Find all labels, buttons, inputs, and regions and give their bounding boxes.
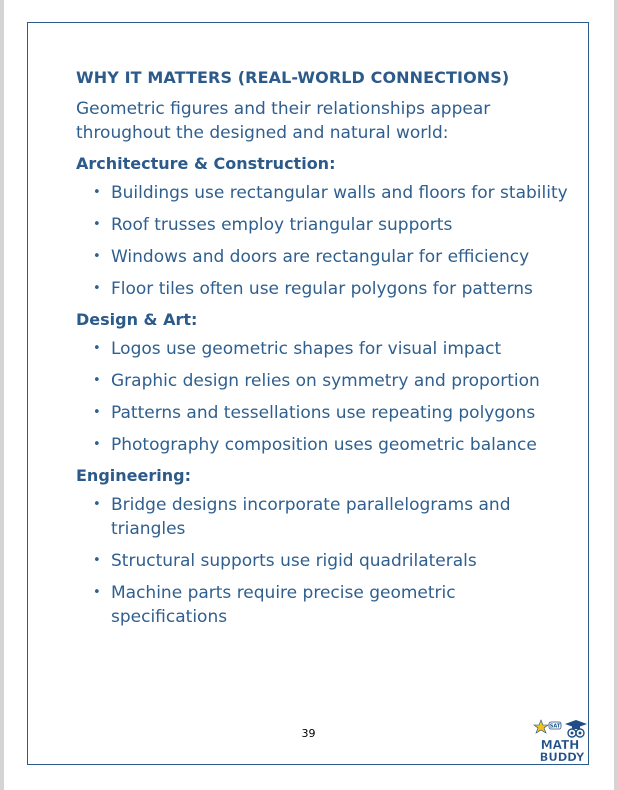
list-item-text: Photography composition uses geometric balance bbox=[111, 435, 537, 455]
logo-text-buddy: BUDDY bbox=[539, 750, 585, 764]
bullet-icon: • bbox=[93, 437, 101, 452]
list-item bbox=[76, 369, 576, 393]
list-item bbox=[76, 433, 576, 457]
bullet-icon: • bbox=[93, 497, 101, 512]
list-item-text: Graphic design relies on symmetry and proportion bbox=[111, 371, 540, 391]
bullet-list bbox=[76, 493, 576, 629]
list-item bbox=[76, 493, 576, 541]
list-item-text: Logos use geometric shapes for visual impact bbox=[111, 339, 502, 359]
list-item bbox=[76, 549, 576, 573]
list-item-text: Windows and doors are rectangular for efficiency bbox=[111, 247, 530, 267]
list-item-text: Machine parts require precise geometric specifications bbox=[111, 583, 456, 627]
list-item-text: Bridge designs incorporate parallelograms and triangles bbox=[111, 495, 511, 539]
bullet-icon: • bbox=[93, 373, 101, 388]
section-engineering bbox=[76, 465, 576, 629]
sat-badge-text: SAT bbox=[549, 723, 561, 730]
list-item-text: Structural supports use rigid quadrilaterals bbox=[111, 551, 477, 571]
list-item bbox=[76, 581, 576, 629]
bullet-icon: • bbox=[93, 553, 101, 568]
star-icon bbox=[534, 720, 548, 733]
bullet-list bbox=[76, 181, 576, 301]
list-item-text: Buildings use rectangular walls and floors for stability bbox=[111, 183, 568, 203]
intro-text: Geometric figures and their relationships appear throughout the designed and natural world: bbox=[76, 99, 491, 143]
list-item bbox=[76, 213, 576, 237]
bullet-list bbox=[76, 337, 576, 457]
page-number: 39 bbox=[301, 727, 316, 740]
math-buddy-logo bbox=[532, 718, 588, 764]
list-item-text: Floor tiles often use regular polygons for patterns bbox=[111, 279, 533, 299]
bullet-icon: • bbox=[93, 585, 101, 600]
list-item bbox=[76, 401, 576, 425]
bullet-icon: • bbox=[93, 217, 101, 232]
section-heading: Engineering: bbox=[76, 466, 191, 485]
section-heading: Architecture & Construction: bbox=[76, 154, 336, 173]
section-architecture bbox=[76, 153, 576, 301]
list-item bbox=[76, 245, 576, 269]
page-content bbox=[76, 68, 576, 637]
page-title: WHY IT MATTERS (REAL-WORLD CONNECTIONS) bbox=[76, 68, 510, 87]
bullet-icon: • bbox=[93, 249, 101, 264]
list-item bbox=[76, 181, 576, 205]
bullet-icon: • bbox=[93, 341, 101, 356]
section-heading: Design & Art: bbox=[76, 310, 198, 329]
bullet-icon: • bbox=[93, 281, 101, 296]
list-item-text: Patterns and tessellations use repeating polygons bbox=[111, 403, 536, 423]
bullet-icon: • bbox=[93, 405, 101, 420]
viewer-left-edge bbox=[0, 0, 4, 790]
bullet-icon: • bbox=[93, 185, 101, 200]
list-item-text: Roof trusses employ triangular supports bbox=[111, 215, 453, 235]
section-design-art bbox=[76, 309, 576, 457]
list-item bbox=[76, 337, 576, 361]
list-item bbox=[76, 277, 576, 301]
logo-text-math: MATH bbox=[540, 738, 580, 752]
